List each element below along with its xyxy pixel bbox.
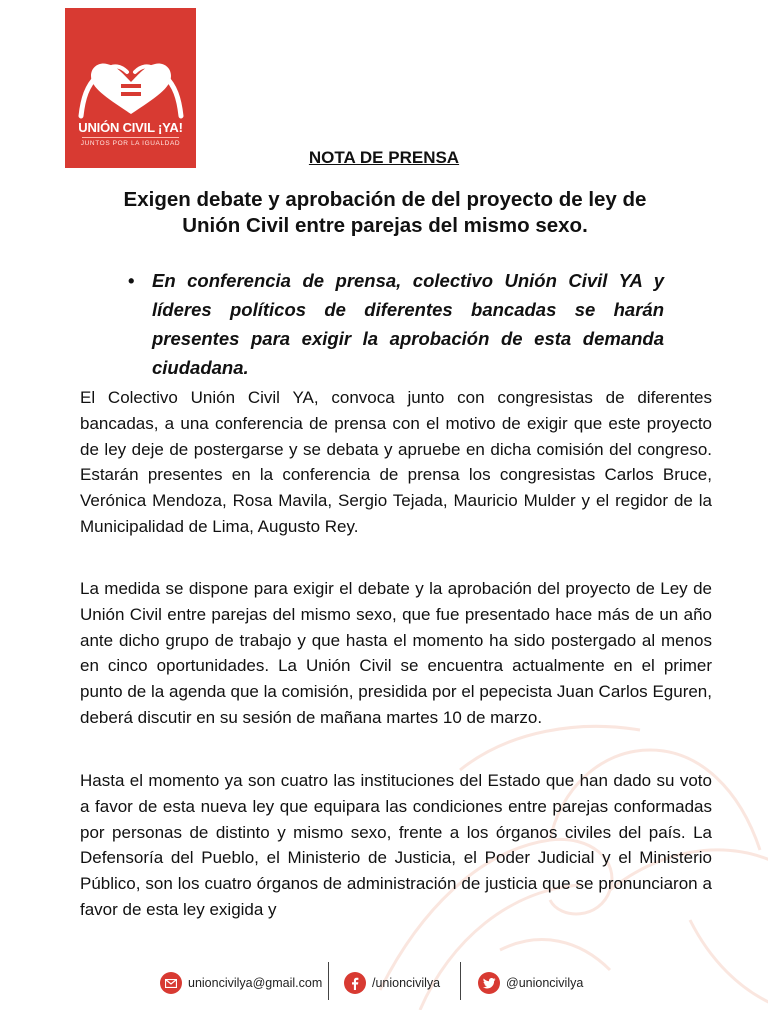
footer-divider <box>328 962 329 1000</box>
body-paragraph: Hasta el momento ya son cuatro las instituciones del Estado que han dado su voto a favor de esta nueva ley que equipara las condiciones entre parejas conformadas por personas de distinto y mismo sexo, frente a los órganos civiles del país. La Defensoría del Pueblo, el Ministerio de Justicia, el Poder Judicial y el Ministerio Público, son los cuatro órganos de administración de justicia que se pronunciaron a favor de esta ley exigida y <box>80 771 712 919</box>
union-civil-ya-logo <box>65 8 196 168</box>
summary-bullet <box>128 266 664 382</box>
facebook-icon <box>344 972 366 994</box>
twitter-contact[interactable] <box>478 973 583 993</box>
footer-divider <box>460 962 461 1000</box>
contact-footer <box>160 962 600 1004</box>
logo-divider <box>82 137 179 138</box>
bullet-text: En conferencia de prensa, colectivo Unión Civil YA y líderes políticos de diferentes bancadas se harán presentes para exigir la aprobación de esta demanda ciudadana. <box>152 270 664 378</box>
body-paragraph: El Colectivo Unión Civil YA, convoca junto con congresistas de diferentes bancadas, a una conferencia de prensa con el motivo de exigir que este proyecto de ley deje de postergarse y se debata y apruebe en dicha comisión del congreso. Estarán presentes en la conferencia de prensa los congresistas Carlos Bruce, Verónica Mendoza, Rosa Mavila, Sergio Tejada, Mauricio Mulder y el regidor de la Municipalidad de Lima, Augusto Rey. <box>80 388 712 536</box>
headline: Exigen debate y aprobación de del proyecto de ley de Unión Civil entre parejas del mismo sexo. <box>123 188 647 237</box>
body-paragraph: La medida se dispone para exigir el debate y la aprobación del proyecto de Ley de Unión Civil entre parejas del mismo sexo, que fue presentado hace más de un año ante dicho grupo de trabajo y que hasta el momento ha sido postergado al menos en cinco oportunidades. La Unión Civil se encuentra actualmente en el primer punto de la agenda que la comisión, presidida por el pepecista Juan Carlos Eguren, deberá discutir en su sesión de mañana martes 10 de marzo. <box>80 579 712 727</box>
logo-tagline: JUNTOS POR LA IGUALDAD <box>80 140 181 147</box>
facebook-contact[interactable] <box>344 973 440 993</box>
press-release-label: NOTA DE PRENSA <box>308 148 460 167</box>
twitter-icon <box>478 972 500 994</box>
logo-title: UNIÓN CIVIL ¡YA! <box>78 120 183 135</box>
twitter-label: @unioncivilya <box>506 976 584 990</box>
bullet-marker: • <box>128 270 135 291</box>
facebook-label: /unioncivilya <box>372 976 441 990</box>
hands-heart-icon <box>77 58 185 120</box>
email-contact[interactable] <box>160 973 322 993</box>
mail-icon <box>160 972 182 994</box>
email-label: unioncivilya@gmail.com <box>188 976 323 990</box>
